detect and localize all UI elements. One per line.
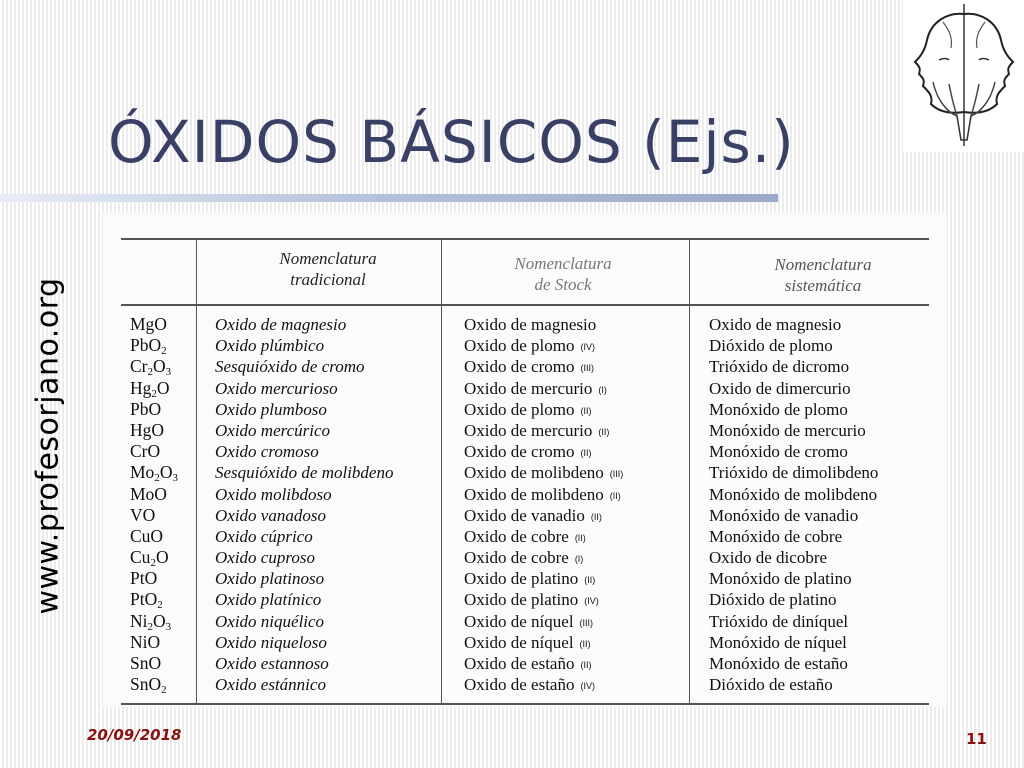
- stock-name-cell: Oxido de molibdeno (III): [464, 463, 624, 483]
- systematic-name-cell: Trióxido de dicromo: [709, 357, 850, 377]
- page-number: 11: [966, 730, 987, 748]
- stock-name-cell: Oxido de estaño (II): [464, 654, 592, 673]
- valence-label: (II): [580, 405, 592, 416]
- header-stock: Nomenclatura de Stock: [514, 254, 612, 294]
- stock-name-cell: Oxido de magnesio: [464, 315, 597, 334]
- traditional-column: [215, 314, 393, 695]
- valence-label: (II): [579, 638, 591, 649]
- traditional-name-cell: Oxido vanadoso: [215, 505, 326, 525]
- systematic-name-cell: Monóxido de níquel: [709, 632, 847, 652]
- traditional-name-cell: Oxido estannoso: [215, 654, 329, 673]
- systematic-name-cell: Monóxido de estaño: [709, 654, 848, 673]
- stock-column: [464, 314, 623, 695]
- slide-date: 20/09/2018: [87, 726, 182, 744]
- systematic-name-cell: Monóxido de cromo: [709, 442, 848, 462]
- valence-label: (I): [598, 384, 607, 395]
- side-url-container: [23, 246, 73, 646]
- stock-name-cell: Oxido de platino (II): [464, 569, 596, 589]
- formula-cell: MgO: [130, 314, 167, 334]
- formula-cell: PtO$_2$: [130, 589, 163, 612]
- valence-label: (II): [598, 426, 610, 437]
- traditional-name-cell: Oxido niquélico: [215, 611, 325, 631]
- systematic-name-cell: Monóxido de mercurio: [709, 420, 866, 440]
- formula-cell: $Mo_2O_3$: [130, 462, 178, 485]
- column-divider-3: [689, 238, 690, 703]
- stock-name-cell: Oxido de plomo (II): [464, 399, 592, 419]
- traditional-name-cell: Oxido cuproso: [215, 548, 315, 568]
- traditional-name-cell: Oxido plumboso: [215, 399, 327, 419]
- systematic-name-cell: Monóxido de plomo: [709, 399, 848, 419]
- header-systematic: Nomenclatura sistemática: [774, 255, 872, 295]
- systematic-name-cell: Monóxido de molibdeno: [709, 484, 878, 504]
- valence-label: (II): [580, 448, 592, 459]
- table-top-rule: [121, 238, 929, 240]
- systematic-name-cell: Monóxido de cobre: [709, 526, 843, 546]
- traditional-name-cell: Oxido molibdoso: [215, 484, 332, 504]
- formula-cell: $Hg_2O$: [130, 377, 170, 400]
- formula-cell: NiO: [130, 631, 161, 652]
- systematic-name-cell: Trióxido de dimolibdeno: [709, 463, 879, 483]
- traditional-name-cell: Oxido de magnesio: [215, 315, 347, 334]
- valence-label: (II): [609, 490, 621, 501]
- stock-name-cell: Oxido de molibdeno (II): [464, 484, 621, 504]
- formula-cell: CuO: [130, 525, 164, 546]
- systematic-name-cell: Oxido de dimercurio: [709, 378, 851, 398]
- traditional-name-cell: Oxido cromoso: [215, 442, 319, 462]
- systematic-name-cell: Oxido de dicobre: [709, 548, 828, 568]
- valence-label: (IV): [580, 342, 595, 353]
- stock-name-cell: Oxido de estaño (IV): [464, 675, 595, 695]
- traditional-name-cell: Oxido estánnico: [215, 675, 326, 695]
- formula-cell: PtO: [130, 568, 158, 589]
- stock-name-cell: Oxido de cromo (II): [464, 442, 592, 462]
- stock-name-cell: Oxido de cobre (II): [464, 526, 586, 546]
- stock-name-cell: Oxido de níquel (II): [464, 632, 591, 652]
- valence-label: (III): [609, 469, 624, 480]
- header-traditional: Nomenclatura tradicional: [279, 249, 377, 289]
- formula-cell: $Cu_2O$: [130, 547, 169, 570]
- traditional-name-cell: Oxido mercurioso: [215, 378, 338, 398]
- valence-label: (III): [580, 363, 594, 374]
- systematic-name-cell: Dióxido de plomo: [709, 336, 833, 356]
- stock-name-cell: Oxido de mercurio (II): [464, 420, 610, 440]
- formula-cell: PbO: [130, 398, 162, 419]
- formula-column: [130, 314, 178, 695]
- column-divider-1: [196, 238, 197, 703]
- stock-name-cell: Oxido de vanadio (II): [464, 505, 602, 525]
- valence-label: (II): [574, 532, 586, 543]
- stock-name-cell: Oxido de cobre (I): [464, 548, 584, 568]
- systematic-column: [709, 314, 878, 695]
- traditional-name-cell: Oxido platínico: [215, 590, 322, 610]
- traditional-name-cell: Sesquióxido de cromo: [215, 357, 365, 377]
- valence-label: (I): [574, 554, 584, 565]
- table-bottom-rule: [121, 703, 929, 705]
- formula-cell: HgO: [130, 419, 165, 440]
- traditional-name-cell: Oxido plúmbico: [215, 336, 325, 356]
- systematic-name-cell: Monóxido de platino: [709, 569, 852, 589]
- stock-name-cell: Oxido de cromo (III): [464, 357, 594, 377]
- janus-head-icon: [903, 0, 1024, 152]
- oxides-table: [103, 213, 947, 707]
- formula-cell: PbO$_2$: [130, 335, 167, 358]
- stock-name-cell: Oxido de platino (IV): [464, 590, 599, 610]
- valence-label: (II): [580, 660, 592, 670]
- valence-label: (IV): [584, 596, 599, 607]
- column-divider-2: [441, 238, 442, 703]
- stock-name-cell: Oxido de plomo (IV): [464, 336, 595, 356]
- traditional-name-cell: Sesquióxido de molibdeno: [215, 463, 394, 483]
- valence-label: (IV): [580, 681, 595, 692]
- formula-cell: CrO: [130, 441, 161, 462]
- stock-name-cell: Oxido de níquel (III): [464, 611, 594, 631]
- systematic-name-cell: Dióxido de platino: [709, 590, 837, 610]
- traditional-name-cell: Oxido platinoso: [215, 569, 325, 589]
- systematic-name-cell: Dióxido de estaño: [709, 675, 833, 695]
- systematic-name-cell: Trióxido de diníquel: [709, 611, 849, 631]
- traditional-name-cell: Oxido mercúrico: [215, 420, 331, 440]
- table-header-rule: [121, 304, 929, 306]
- formula-cell: $Ni_2O_3$: [130, 610, 172, 633]
- formula-cell: $Cr_2O_3$: [130, 356, 172, 379]
- formula-cell: MoO: [130, 483, 167, 504]
- systematic-name-cell: Monóxido de vanadio: [709, 505, 859, 525]
- systematic-name-cell: Oxido de magnesio: [709, 315, 842, 334]
- valence-label: (II): [584, 575, 596, 586]
- side-url: www.profesorjano.org: [30, 277, 66, 615]
- formula-cell: VO: [130, 504, 156, 525]
- formula-cell: SnO: [130, 653, 162, 673]
- slide-title: ÓXIDOS BÁSICOS (Ejs.): [108, 108, 795, 176]
- stock-name-cell: Oxido de mercurio (I): [464, 378, 607, 398]
- formula-cell: SnO$_2$: [130, 674, 167, 697]
- title-underline-bar: [0, 194, 778, 202]
- valence-label: (II): [590, 511, 602, 522]
- janus-logo: [903, 0, 1024, 152]
- valence-label: (III): [579, 617, 594, 628]
- traditional-name-cell: Oxido niqueloso: [215, 632, 327, 652]
- traditional-name-cell: Oxido cúprico: [215, 526, 313, 546]
